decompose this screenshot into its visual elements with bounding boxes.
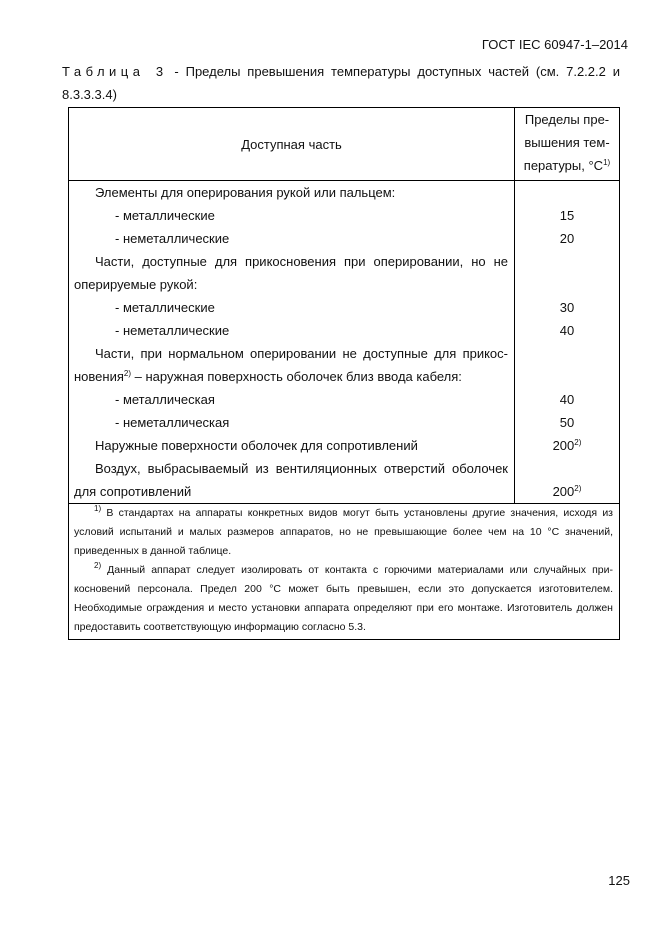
header-temperature-limit [515, 108, 620, 181]
table-row [69, 342, 620, 365]
row-label: - металлические [69, 296, 515, 319]
table-row [69, 296, 620, 319]
table-row [69, 204, 620, 227]
row-value [515, 480, 620, 504]
row-label: Наружные поверхности оболочек для сопротивлений [69, 434, 515, 457]
note-1 [74, 504, 613, 561]
row-value: 40 [515, 388, 620, 411]
row-value [515, 273, 620, 296]
table-row [69, 181, 620, 205]
table-row [69, 250, 620, 273]
table-row [69, 388, 620, 411]
row-label: Части, при нормальном оперировании не доступные для прикос- [69, 342, 515, 365]
row-value: 50 [515, 411, 620, 434]
row-label: - неметаллическая [69, 411, 515, 434]
row-label: для сопротивлений [69, 480, 515, 504]
table-caption [62, 60, 620, 106]
row-label: Воздух, выбрасываемый из вентиляционных отверстий оболочек [69, 457, 515, 480]
row-value [515, 342, 620, 365]
note-2 [74, 561, 613, 637]
note-1-mark: 1) [94, 504, 102, 513]
note-2-mark: 2) [94, 561, 102, 570]
row-label: Части, доступные для прикосновения при оперировании, но не [69, 250, 515, 273]
page-number: 125 [608, 873, 630, 888]
table-caption-label: Таблица 3 [62, 64, 168, 79]
row-value [515, 365, 620, 388]
row-label: Элементы для оперирования рукой или пальцем: [69, 181, 515, 205]
table-notes [69, 504, 620, 640]
table-row [69, 480, 620, 504]
row-value: 40 [515, 319, 620, 342]
table-header-row [69, 108, 620, 181]
temperature-limits-table [68, 107, 620, 640]
row-value [515, 250, 620, 273]
row-value [515, 181, 620, 205]
row-label: - металлическая [69, 388, 515, 411]
table-row [69, 434, 620, 457]
table-row [69, 365, 620, 388]
header-accessible-part: Доступная часть [69, 108, 515, 181]
row-value: 20 [515, 227, 620, 250]
row-label: - неметаллические [69, 319, 515, 342]
row-label-end: – наружная поверхность оболочек близ ввода кабеля: [131, 369, 462, 384]
header-temperature-limit-text: Пределы пре-вышения тем-пературы, °С [523, 112, 610, 173]
note-2-text: Данный аппарат следует изолировать от контакта с горючими материалами или случайных при-косновений персонала. Предел 200 °С может быть превышен, если это допускается изготовителем. Необходимые ограждения и место установки аппарата определяют при его монтаже. Изготовитель должен предоставить соответствующую информацию согласно 5.3. [74, 564, 613, 633]
row-value [515, 457, 620, 480]
row-value-note-mark: 2) [574, 484, 582, 493]
row-value: 15 [515, 204, 620, 227]
row-value-number: 200 [552, 484, 575, 499]
table-row [69, 411, 620, 434]
row-value-number: 200 [552, 438, 575, 453]
table-row [69, 273, 620, 296]
row-label-start: новения [74, 369, 124, 384]
table-row [69, 227, 620, 250]
row-label: - неметаллические [69, 227, 515, 250]
row-label: - металлические [69, 204, 515, 227]
row-note-mark: 2) [123, 369, 132, 378]
row-value-note-mark: 2) [574, 438, 582, 447]
row-label: оперируемые рукой: [69, 273, 515, 296]
table-row [69, 319, 620, 342]
row-label [69, 365, 515, 388]
header-note-mark: 1) [603, 158, 611, 167]
standard-code: ГОСТ IEC 60947-1–2014 [481, 37, 628, 52]
table-caption-text: - Пределы превышения температуры доступных частей (см. 7.2.2.2 и 8.3.3.3.4) [62, 64, 620, 102]
row-value: 30 [515, 296, 620, 319]
table-row [69, 457, 620, 480]
row-value [515, 434, 620, 457]
note-1-text: В стандартах на аппараты конкретных видов могут быть установлены другие значения, исходя из условий испытаний и малых размеров аппаратов, но не превышающие более чем на 10 °С значений, приведенных в данной таблице. [74, 507, 613, 557]
table-notes-row [69, 504, 620, 640]
